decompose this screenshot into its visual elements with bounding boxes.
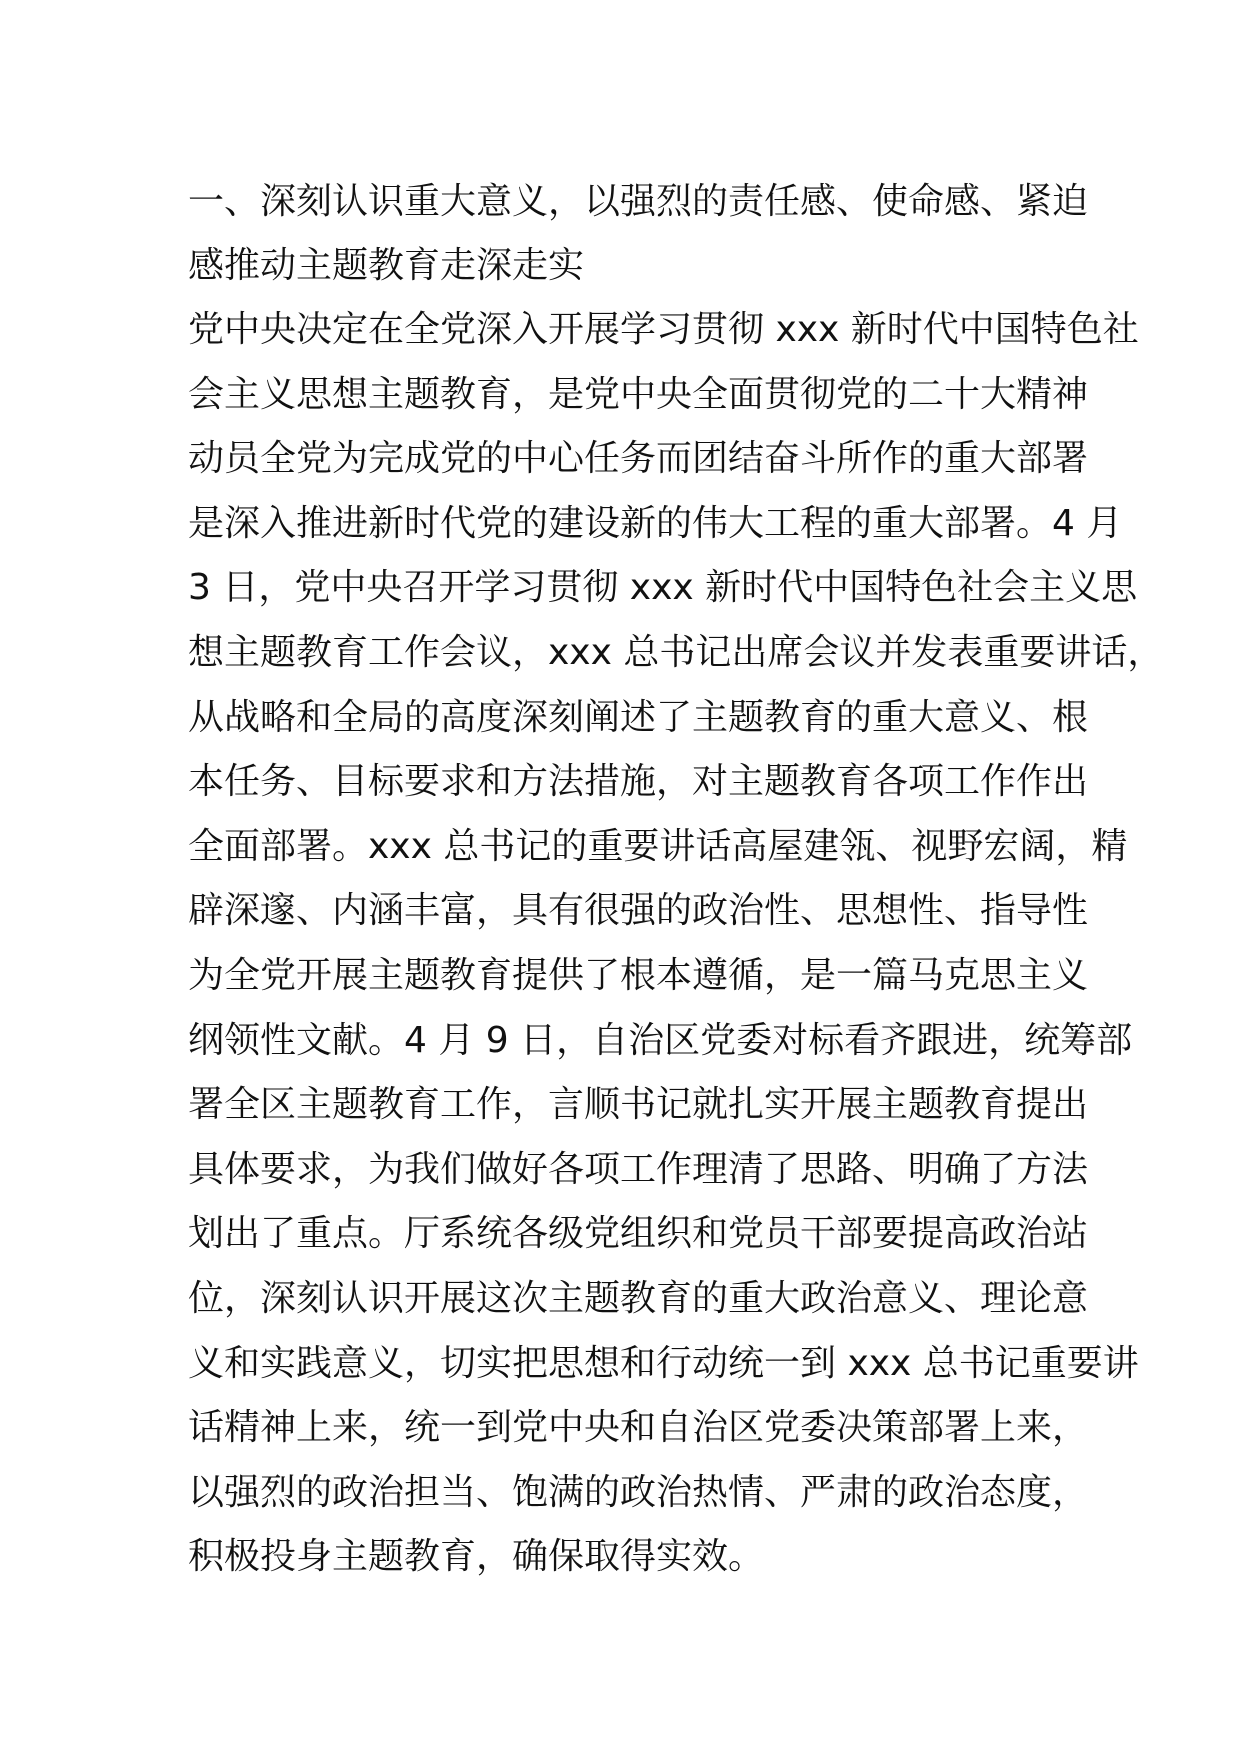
document-page [188,170,1164,1590]
body-line: 署全区主题教育工作，言顺书记就扎实开展主题教育提出 [188,1084,1089,1126]
body-line: 划出了重点。厅系统各级党组织和党员干部要提高政治站 [188,1213,1089,1255]
body-line: 纲领性文献。4 月 9 日，自治区党委对标看齐跟进，统筹部 [188,1019,1133,1061]
body-line: 是深入推进新时代党的建设新的伟大工程的重大部署。4 月 [188,502,1123,544]
body-line: 积极投身主题教育，确保取得实效。 [188,1536,765,1578]
body-line: 3 日，党中央召开学习贯彻 xxx 新时代中国特色社会主义思 [188,567,1138,609]
body-line: 义和实践意义，切实把思想和行动统一到 xxx 总书记重要讲 [188,1342,1139,1384]
body-line: 具体要求，为我们做好各项工作理清了思路、明确了方法 [188,1148,1089,1190]
body-line: 全面部署。xxx 总书记的重要讲话高屋建瓴、视野宏阔，精 [188,825,1128,867]
body-line: 话精神上来，统一到党中央和自治区党委决策部署上来， [188,1407,1089,1449]
body-line: 想主题教育工作会议，xxx 总书记出席会议并发表重要讲话， [188,631,1164,673]
body-line: 会主义思想主题教育，是党中央全面贯彻党的二十大精神 [188,373,1089,415]
body-line: 以强烈的政治担当、饱满的政治热情、严肃的政治态度， [188,1471,1089,1513]
heading-line: 一、深刻认识重大意义，以强烈的责任感、使命感、紧迫 [188,181,1089,222]
body-line: 动员全党为完成党的中心任务而团结奋斗所作的重大部署 [188,438,1089,480]
body-line: 党中央决定在全党深入开展学习贯彻 xxx 新时代中国特色社 [188,309,1139,350]
section-heading [188,170,1088,298]
body-line: 辟深邃、内涵丰富，具有很强的政治性、思想性、指导性 [188,890,1089,932]
body-line: 从战略和全局的高度深刻阐述了主题教育的重大意义、根 [188,696,1089,738]
body-line: 位，深刻认识开展这次主题教育的重大政治意义、理论意 [188,1277,1089,1319]
body-line: 本任务、目标要求和方法措施，对主题教育各项工作作出 [188,761,1089,803]
body-paragraph [188,298,1164,1590]
heading-line: 感推动主题教育走深走实 [188,245,585,286]
body-line: 为全党开展主题教育提供了根本遵循，是一篇马克思主义 [188,954,1089,996]
